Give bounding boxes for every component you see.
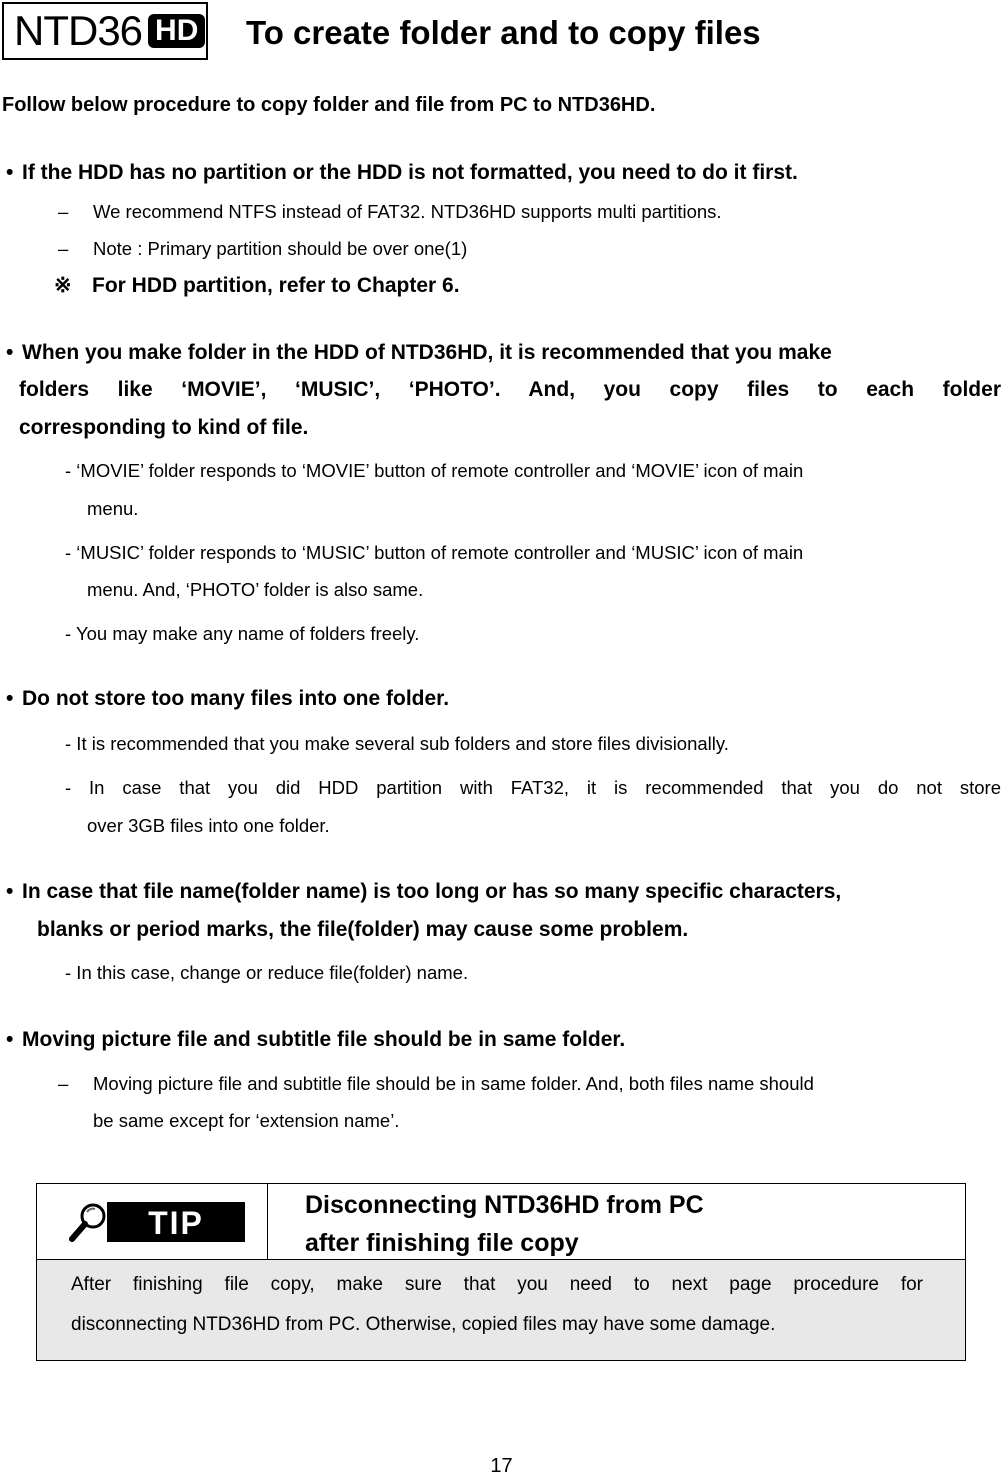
bullet-marker: • <box>6 880 14 903</box>
page-number: 17 <box>490 1455 513 1477</box>
section1-item: We recommend NTFS instead of FAT32. NTD36HD supports multi partitions. <box>93 201 722 222</box>
reference-mark: ※ <box>54 274 72 297</box>
tip-badge <box>67 1202 245 1242</box>
tip-body-line: disconnecting NTD36HD from PC. Otherwise, copied files may have some damage. <box>71 1314 776 1335</box>
section3-heading: Do not store too many files into one folder. <box>22 687 450 710</box>
tip-title-line: after finishing file copy <box>305 1229 579 1257</box>
tip-title-line: Disconnecting NTD36HD from PC <box>305 1191 704 1219</box>
section4-item1: - In this case, change or reduce file(folder) name. <box>65 962 469 983</box>
section2-heading-line: folders like ‘MOVIE’, ‘MUSIC’, ‘PHOTO’. And, you copy files to each folder <box>19 378 1001 401</box>
section2-item2-line: menu. And, ‘PHOTO’ folder is also same. <box>87 579 424 600</box>
section1-item: Note : Primary partition should be over one(1) <box>93 238 468 259</box>
logo-badge: HD <box>148 14 205 48</box>
tip-badge-label: TIP <box>148 1205 204 1241</box>
magnifier-icon <box>72 1205 104 1239</box>
section1-heading: If the HDD has no partition or the HDD is not formatted, you need to do it first. <box>22 161 798 184</box>
tip-header <box>37 1184 965 1260</box>
section2-heading-line: When you make folder in the HDD of NTD36HD, it is recommended that you make <box>22 341 832 364</box>
section3-item1: - It is recommended that you make several sub folders and store files divisionally. <box>65 733 729 754</box>
tip-body-line: After finishing file copy, make sure that you need to next page procedure for <box>71 1274 923 1295</box>
section2-item1-line: menu. <box>87 498 139 519</box>
intro-text: Follow below procedure to copy folder and file from PC to NTD36HD. <box>2 94 656 116</box>
section2-item2-line: - ‘MUSIC’ folder responds to ‘MUSIC’ button of remote controller and ‘MUSIC’ icon of main <box>65 542 804 563</box>
tip-box <box>36 1183 966 1361</box>
tip-body <box>37 1260 965 1360</box>
logo-text: NTD36 <box>14 7 143 54</box>
section2-item3: - You may make any name of folders freely. <box>65 623 420 644</box>
tip-badge-cell <box>37 1184 268 1259</box>
tip-title <box>305 1186 704 1262</box>
bullet-marker: • <box>6 341 14 364</box>
section2-item1-line: - ‘MOVIE’ folder responds to ‘MOVIE’ button of remote controller and ‘MOVIE’ icon of main <box>65 460 804 481</box>
product-logo <box>2 2 208 60</box>
section5-heading: Moving picture file and subtitle file should be in same folder. <box>22 1028 626 1051</box>
dash-marker: – <box>58 1073 69 1094</box>
section4-heading-line: In case that file name(folder name) is too long or has so many specific characters, <box>22 880 842 903</box>
section2-heading-line: corresponding to kind of file. <box>19 416 309 439</box>
bullet-marker: • <box>6 1028 14 1051</box>
bullet-marker: • <box>6 161 14 184</box>
section1-note: For HDD partition, refer to Chapter 6. <box>92 274 460 297</box>
section3-item2-line: - In case that you did HDD partition with FAT32, it is recommended that you do not store <box>65 777 1001 798</box>
dash-marker: – <box>58 238 69 259</box>
section4-heading-line: blanks or period marks, the file(folder) may cause some problem. <box>37 918 689 941</box>
section5-item1-line: be same except for ‘extension name’. <box>93 1110 400 1131</box>
page-title: To create folder and to copy files <box>246 14 761 51</box>
bullet-marker: • <box>6 687 14 710</box>
section5-item1-line: Moving picture file and subtitle file should be in same folder. And, both files name should <box>93 1073 814 1094</box>
section3-item2-line: over 3GB files into one folder. <box>87 815 330 836</box>
dash-marker: – <box>58 201 69 222</box>
